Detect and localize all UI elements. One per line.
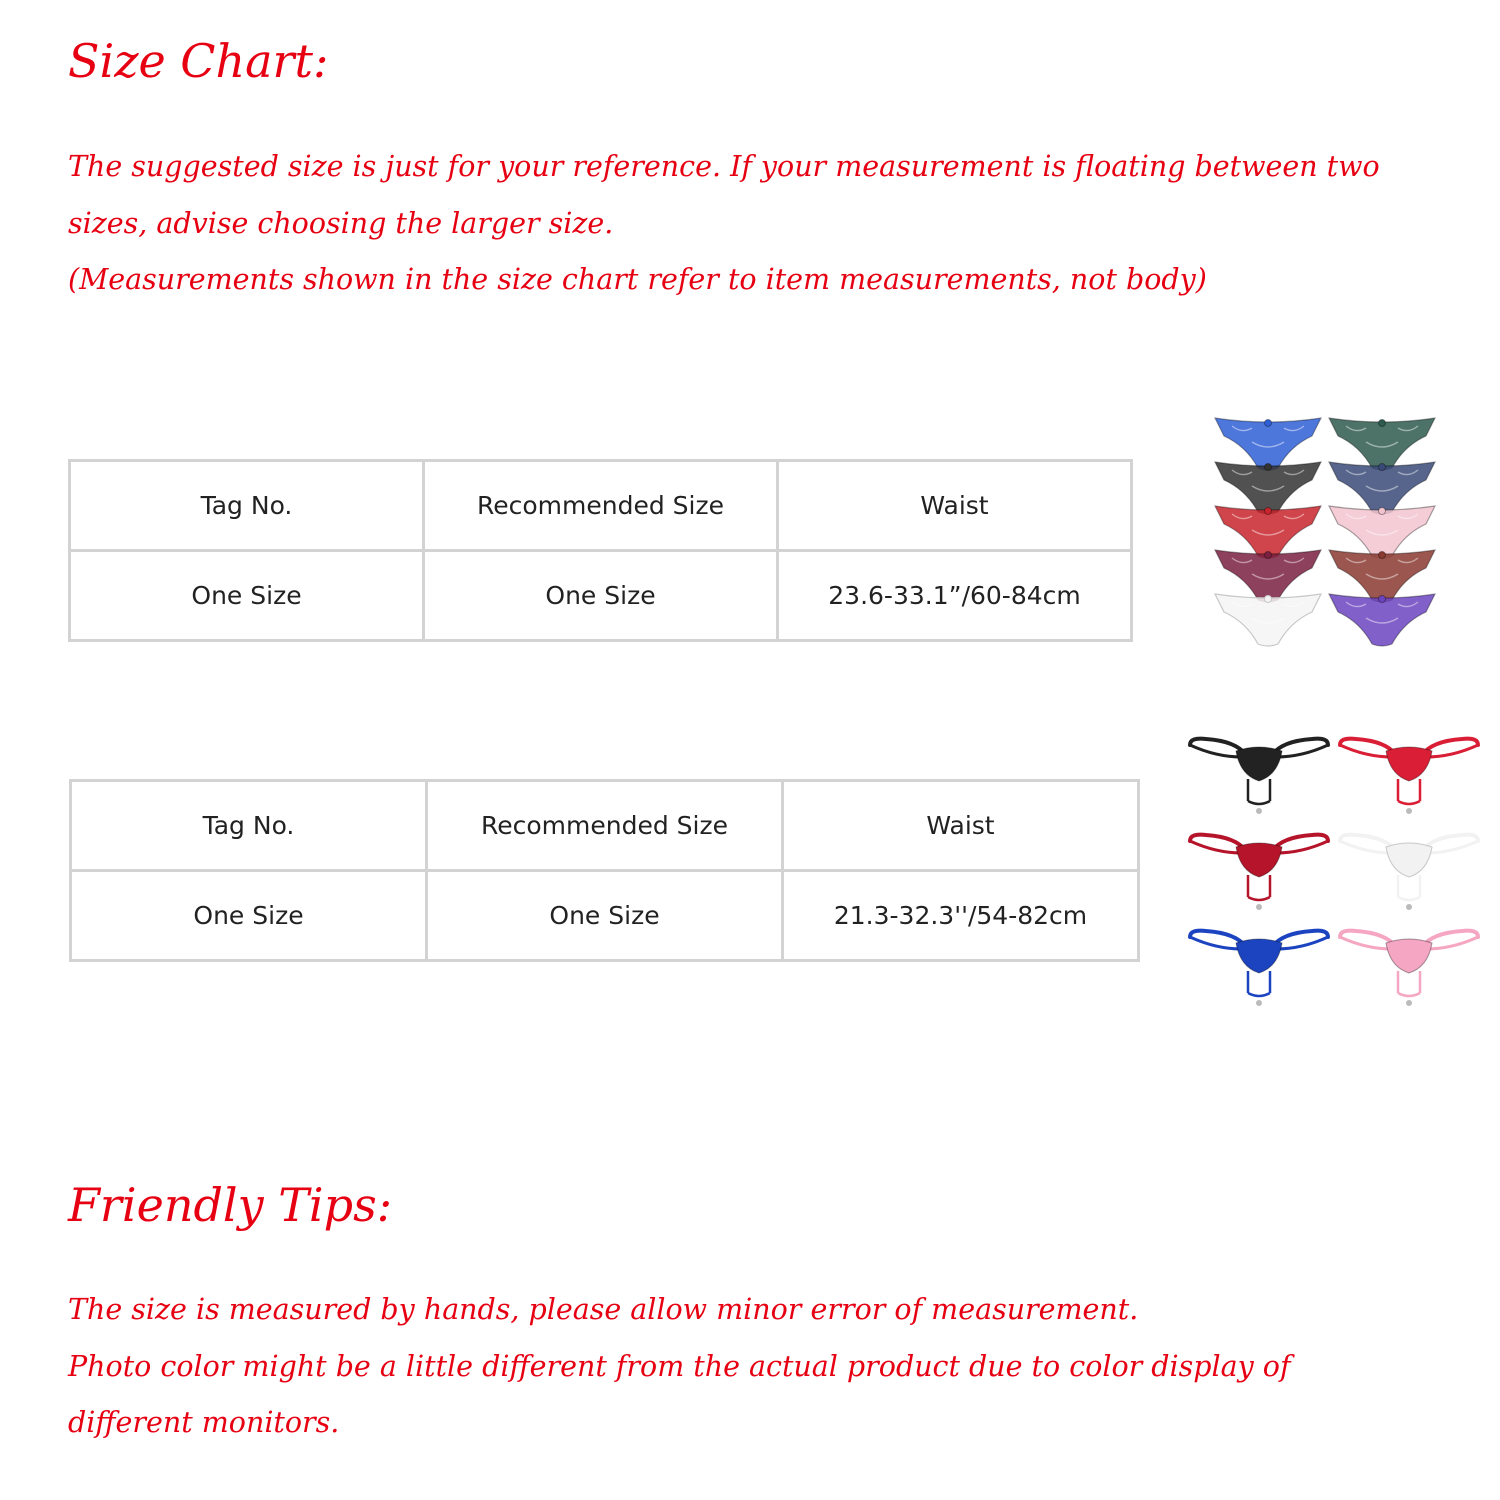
string-color-swatches — [1186, 735, 1482, 1015]
table-header-row — [71, 781, 1139, 871]
header-waist: Waist — [783, 781, 1139, 871]
size-note-line-2: sizes, advise choosing the larger size. — [68, 207, 614, 240]
tips-line-1: The size is measured by hands, please allow minor error of measurement. — [68, 1293, 1139, 1326]
header-waist: Waist — [778, 461, 1132, 551]
tips-line-3: different monitors. — [68, 1406, 340, 1439]
cell-waist: 23.6-33.1”/60-84cm — [778, 551, 1132, 641]
header-recommended-size: Recommended Size — [424, 461, 778, 551]
string-swatch-icon — [1336, 927, 1482, 1011]
string-swatch-icon — [1186, 927, 1332, 1011]
lace-color-swatches — [1212, 412, 1444, 664]
string-swatch-icon — [1336, 735, 1482, 819]
cell-tag-no: One Size — [70, 551, 424, 641]
size-chart-title: Size Chart: — [68, 34, 329, 88]
string-swatch-icon — [1336, 831, 1482, 915]
lace-swatch-icon — [1212, 588, 1324, 650]
table-row — [71, 871, 1139, 961]
string-swatch-icon — [1186, 831, 1332, 915]
header-tag-no: Tag No. — [70, 461, 424, 551]
cell-waist: 21.3-32.3''/54-82cm — [783, 871, 1139, 961]
table-row — [70, 551, 1132, 641]
table-header-row — [70, 461, 1132, 551]
size-note-line-1: The suggested size is just for your reference. If your measurement is floating between two — [68, 150, 1380, 183]
cell-recommended-size: One Size — [424, 551, 778, 641]
cell-recommended-size: One Size — [427, 871, 783, 961]
header-tag-no: Tag No. — [71, 781, 427, 871]
lace-swatch-icon — [1326, 588, 1438, 650]
size-table-string — [69, 779, 1140, 962]
string-swatch-icon — [1186, 735, 1332, 819]
friendly-tips-title: Friendly Tips: — [68, 1178, 393, 1232]
header-recommended-size: Recommended Size — [427, 781, 783, 871]
size-note-line-3: (Measurements shown in the size chart refer to item measurements, not body) — [68, 263, 1207, 296]
cell-tag-no: One Size — [71, 871, 427, 961]
size-table-lace — [68, 459, 1133, 642]
tips-line-2: Photo color might be a little different from the actual product due to color display of — [68, 1350, 1291, 1383]
